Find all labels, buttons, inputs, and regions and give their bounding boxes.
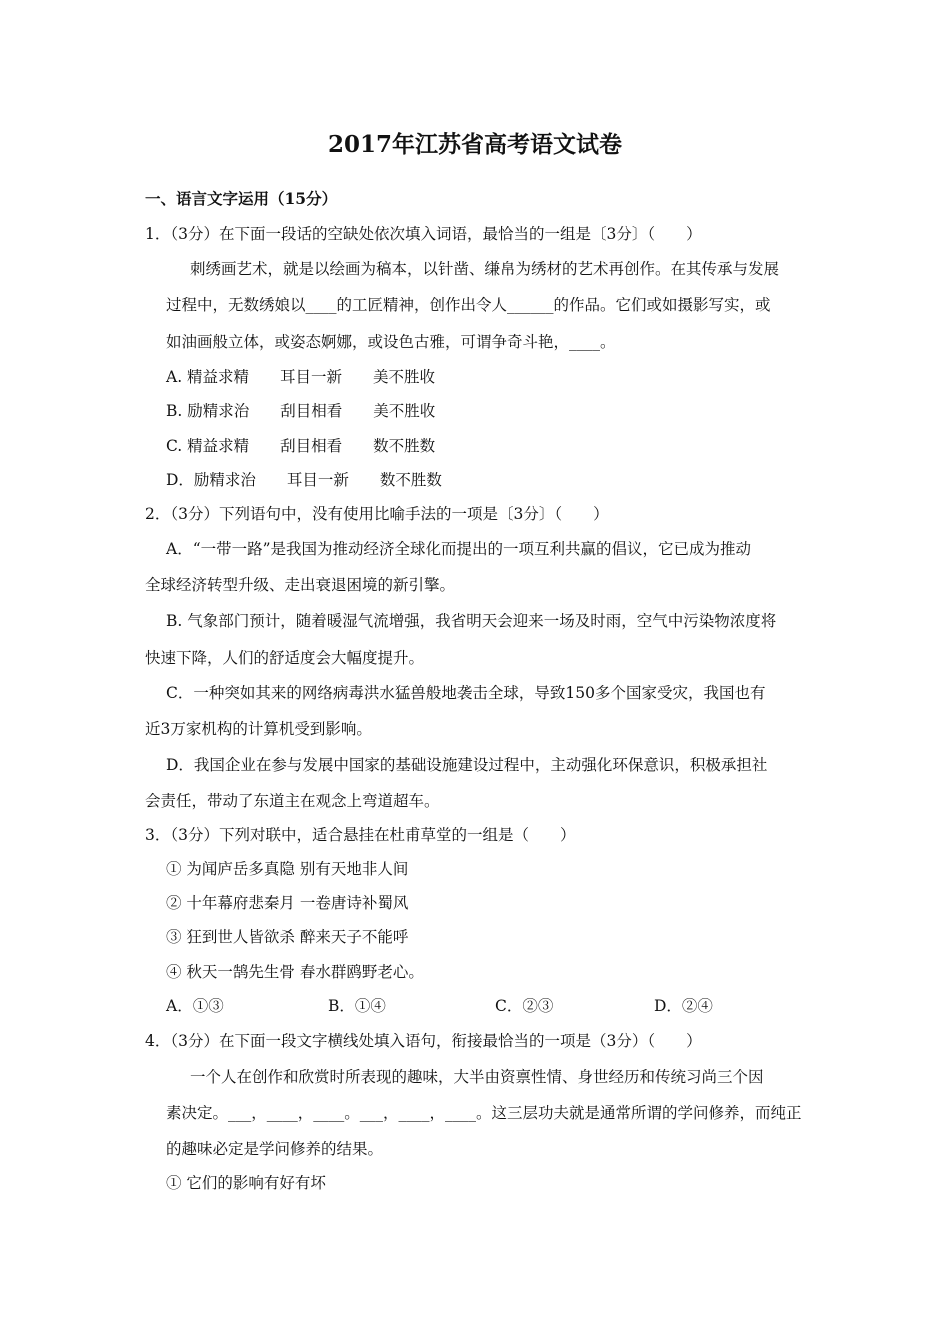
page-title: 2017年江苏省高考语文试卷 bbox=[327, 131, 622, 158]
q2-option-c-cont: 近3万家机构的计算机受到影响。 bbox=[145, 720, 372, 738]
q2-stem: 2．（3分）下列语句中，没有使用比喻手法的一项是〔3分〕（ ） bbox=[145, 505, 609, 523]
q3-stem: 3．（3分）下列对联中，适合悬挂在杜甫草堂的一组是（ ） bbox=[145, 826, 576, 844]
q3-option-c: C．②③ bbox=[495, 997, 554, 1015]
q3-couplet: ③ 狂到世人皆欲杀 醉来天子不能呼 bbox=[166, 928, 409, 946]
q3-option-a: A．①③ bbox=[166, 997, 224, 1015]
q4-passage-line: 素决定。___，____，____。___，____，____。这三层功夫就是通常所谓的学问修养，而纯正 bbox=[166, 1104, 802, 1122]
q2-option-b: B. 气象部门预计，随着暖湿气流增强，我省明天会迎来一场及时雨，空气中污染物浓度将 bbox=[166, 612, 777, 630]
q1-option-d: D．励精求治 耳目一新 数不胜数 bbox=[166, 471, 442, 489]
q3-option-d: D．②④ bbox=[654, 997, 713, 1015]
q4-passage-line: 一个人在创作和欣赏时所表现的趣味，大半由资禀性情、身世经历和传统习尚三个因 bbox=[190, 1068, 764, 1086]
q2-option-b-cont: 快速下降，人们的舒适度会大幅度提升。 bbox=[145, 649, 425, 667]
q1-passage-line: 刺绣画艺术，就是以绘画为稿本，以针凿、缣帛为绣材的艺术再创作。在其传承与发展 bbox=[190, 260, 780, 278]
q3-couplet: ① 为闻庐岳多真隐 别有天地非人间 bbox=[166, 860, 409, 878]
q4-item: ① 它们的影响有好有坏 bbox=[166, 1174, 326, 1192]
q2-option-d: D．我国企业在参与发展中国家的基础设施建设过程中，主动强化环保意识，积极承担社 bbox=[166, 756, 768, 774]
q4-passage-line: 的趣味必定是学问修养的结果。 bbox=[166, 1140, 384, 1158]
q1-option-c: C. 精益求精 刮目相看 数不胜数 bbox=[166, 437, 436, 455]
q1-passage-line: 过程中，无数绣娘以____的工匠精神，创作出令人______的作品。它们或如摄影写实，或 bbox=[166, 296, 771, 314]
q2-option-a: A．“一带一路”是我国为推动经济全球化而提出的一项互利共赢的倡议，它已成为推动 bbox=[166, 540, 752, 558]
q4-stem: 4．（3分）在下面一段文字横线处填入语句，衔接最恰当的一项是（3分）（ ） bbox=[145, 1032, 702, 1050]
q1-option-a: A. 精益求精 耳目一新 美不胜收 bbox=[166, 368, 436, 386]
q2-option-a-cont: 全球经济转型升级、走出衰退困境的新引擎。 bbox=[145, 576, 456, 594]
q2-option-d-cont: 会责任，带动了东道主在观念上弯道超车。 bbox=[145, 792, 440, 810]
section-heading: 一、语言文字运用（15分） bbox=[145, 189, 338, 208]
q2-option-c: C．一种突如其来的网络病毒洪水猛兽般地袭击全球，导致150多个国家受灾，我国也有 bbox=[166, 684, 766, 702]
q1-stem: 1．（3分）在下面一段话的空缺处依次填入词语，最恰当的一组是〔3分〕（ ） bbox=[145, 225, 702, 243]
q3-couplet: ④ 秋天一鹄先生骨 春水群鸥野老心。 bbox=[166, 963, 424, 981]
q1-passage-line: 如油画般立体，或姿态婀娜，或设色古雅，可谓争奇斗艳，____。 bbox=[166, 333, 616, 351]
q1-option-b: B. 励精求治 刮目相看 美不胜收 bbox=[166, 402, 436, 420]
q3-couplet: ② 十年幕府悲秦月 一卷唐诗补蜀风 bbox=[166, 894, 409, 912]
q3-option-b: B．①④ bbox=[328, 997, 386, 1015]
